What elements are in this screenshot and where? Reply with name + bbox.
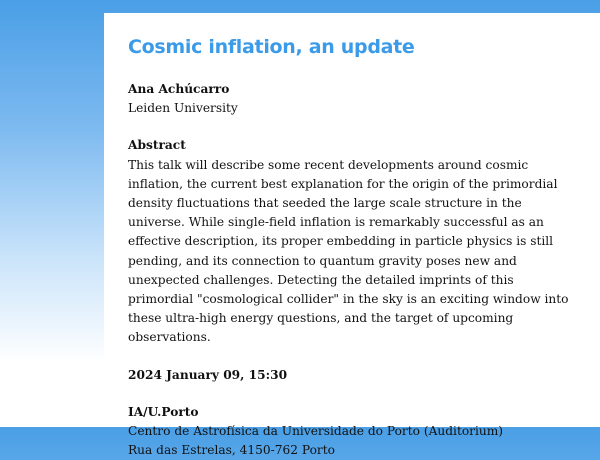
speaker-affiliation: Leiden University	[128, 101, 238, 116]
speaker-block	[128, 80, 578, 118]
abstract-text: This talk will describe some recent developments around cosmic inflation, the current best explanation for the origin of the primordial density fluctuations that seeded the large scale structure in the universe. While single-field inflation is remarkably successful as an effective description, its proper embedding in particle physics is still pending, and its connection to quantum gravity poses new and unexpected challenges. Detecting the detailed imprints of this primordial "cosmological collider" in the sky is an exciting window into these ultra-high energy questions, and the target of upcoming observations.	[128, 157, 569, 345]
abstract-heading: Abstract	[128, 138, 186, 153]
talk-card	[104, 13, 600, 458]
venue-block	[128, 403, 578, 460]
abstract-block	[128, 136, 578, 347]
talk-datetime: 2024 January 09, 15:30	[128, 367, 288, 382]
venue-address: Rua das Estrelas, 4150-762 Porto	[128, 443, 335, 458]
speaker-name: Ana Achúcarro	[128, 82, 230, 96]
venue-name: IA/U.Porto	[128, 404, 199, 419]
talk-title: Cosmic inflation, an update	[128, 36, 415, 58]
venue-room: Centro de Astrofísica da Universidade do Porto (Auditorium)	[128, 424, 504, 439]
